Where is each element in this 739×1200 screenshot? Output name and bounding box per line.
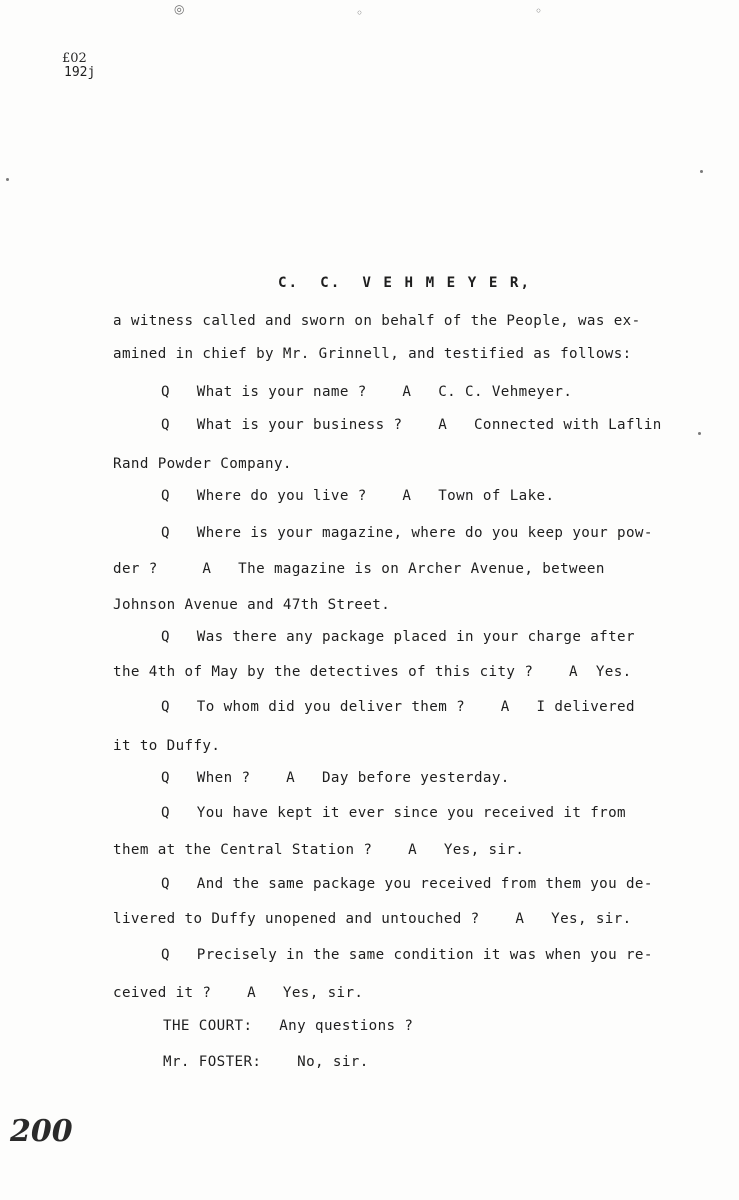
witness-name-heading: C. C. V E H M E Y E R, (278, 275, 531, 291)
intro-line: a witness called and sworn on behalf of the People, was ex- (113, 313, 641, 329)
handwritten-reference: £02 (62, 51, 87, 66)
testimony-line: Q What is your name ? A C. C. Vehmeyer. (161, 384, 573, 400)
testimony-line: Q To whom did you deliver them ? A I delivered (161, 699, 635, 715)
testimony-line: Q Where is your magazine, where do you keep your pow- (161, 525, 653, 541)
counsel-line: Mr. FOSTER: No, sir. (163, 1054, 369, 1070)
testimony-line: Johnson Avenue and 47th Street. (113, 597, 391, 613)
folio-number: 192j (64, 65, 96, 80)
paper-speck (698, 432, 701, 435)
testimony-line: Q Was there any package placed in your charge after (161, 629, 635, 645)
testimony-line: livered to Duffy unopened and untouched ? A Yes, sir. (113, 911, 632, 927)
testimony-line: Rand Powder Company. (113, 456, 292, 472)
testimony-line: them at the Central Station ? A Yes, sir. (113, 842, 525, 858)
testimony-line: the 4th of May by the detectives of this city ? A Yes. (113, 664, 632, 680)
punch-mark: ◦ (535, 4, 543, 18)
court-line: THE COURT: Any questions ? (163, 1018, 414, 1034)
testimony-line: it to Duffy. (113, 738, 221, 754)
paper-speck (6, 178, 9, 181)
testimony-line: der ? A The magazine is on Archer Avenue, between (113, 561, 605, 577)
handwritten-page-number: 200 (10, 1114, 73, 1149)
testimony-line: ceived it ? A Yes, sir. (113, 985, 364, 1001)
intro-line: amined in chief by Mr. Grinnell, and testified as follows: (113, 346, 632, 362)
testimony-line: Q You have kept it ever since you received it from (161, 805, 626, 821)
punch-mark: ◦ (356, 6, 364, 20)
testimony-line: Q And the same package you received from them you de- (161, 876, 653, 892)
testimony-line: Q When ? A Day before yesterday. (161, 770, 510, 786)
punch-mark: ◎ (174, 2, 185, 16)
testimony-line: Q Precisely in the same condition it was when you re- (161, 947, 653, 963)
testimony-line: Q Where do you live ? A Town of Lake. (161, 488, 555, 504)
testimony-line: Q What is your business ? A Connected with Laflin (161, 417, 662, 433)
paper-speck (700, 170, 703, 173)
